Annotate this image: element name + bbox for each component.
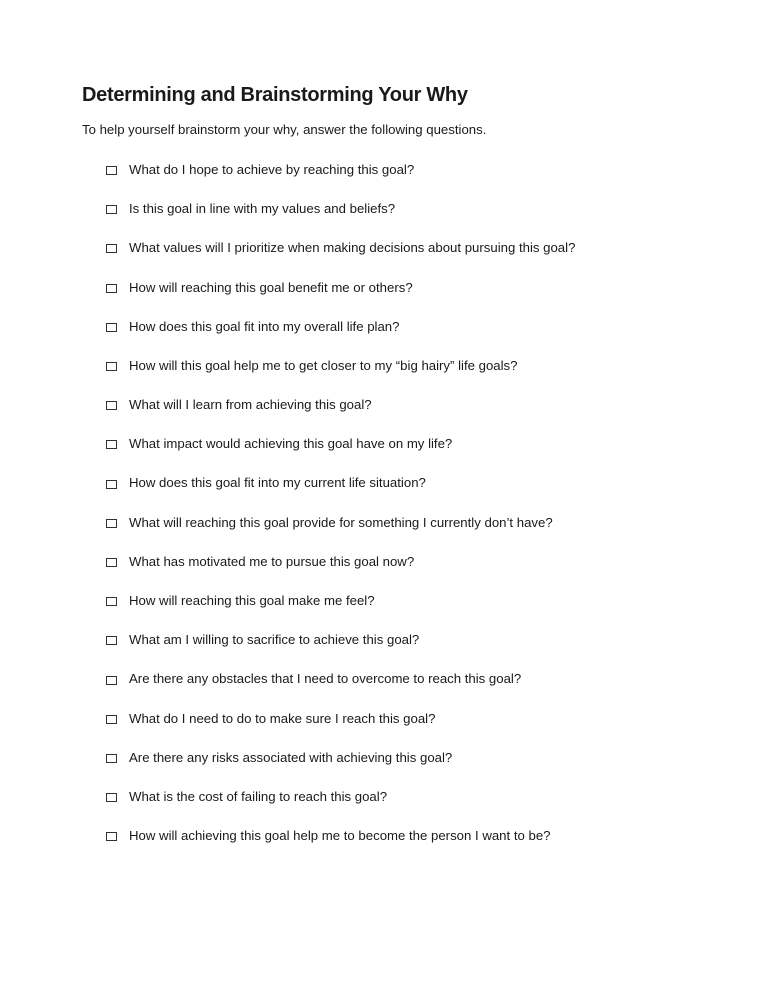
checklist-item xyxy=(106,551,575,590)
checkbox-icon[interactable] xyxy=(106,832,117,841)
checkbox-icon[interactable] xyxy=(106,636,117,645)
checklist-item xyxy=(106,590,575,629)
checklist-item xyxy=(106,198,575,237)
checkbox-icon[interactable] xyxy=(106,715,117,724)
checkbox-icon[interactable] xyxy=(106,284,117,293)
checklist-item xyxy=(106,433,575,472)
checkbox-icon[interactable] xyxy=(106,480,117,489)
question-text: Are there any obstacles that I need to overcome to reach this goal? xyxy=(129,671,522,687)
checklist-item xyxy=(106,473,575,512)
question-text: How does this goal fit into my current life situation? xyxy=(129,475,426,491)
intro-text: To help yourself brainstorm your why, answer the following questions. xyxy=(82,122,487,137)
checklist-item xyxy=(106,825,575,864)
checkbox-icon[interactable] xyxy=(106,244,117,253)
question-text: What is the cost of failing to reach this goal? xyxy=(129,788,388,804)
checklist-item xyxy=(106,277,575,316)
checklist-item xyxy=(106,512,575,551)
page-title: Determining and Brainstorming Your Why xyxy=(82,84,468,106)
question-text: How does this goal fit into my overall life plan? xyxy=(129,318,400,334)
checklist-item xyxy=(106,394,575,433)
checklist-item xyxy=(106,668,575,707)
question-text: How will reaching this goal make me feel? xyxy=(129,593,375,609)
checkbox-icon[interactable] xyxy=(106,205,117,214)
question-text: What am I willing to sacrifice to achieve this goal? xyxy=(129,632,420,648)
checkbox-icon[interactable] xyxy=(106,558,117,567)
question-text: What do I hope to achieve by reaching this goal? xyxy=(129,161,415,177)
checkbox-icon[interactable] xyxy=(106,676,117,685)
checklist-item xyxy=(106,786,575,825)
question-text: How will this goal help me to get closer to my “big hairy” life goals? xyxy=(129,357,518,373)
question-text: What will reaching this goal provide for something I currently don’t have? xyxy=(129,514,553,530)
checkbox-icon[interactable] xyxy=(106,440,117,449)
checklist-item xyxy=(106,159,575,198)
question-text: What values will I prioritize when making decisions about pursuing this goal? xyxy=(129,240,576,256)
checklist-item xyxy=(106,316,575,355)
checkbox-icon[interactable] xyxy=(106,323,117,332)
checkbox-icon[interactable] xyxy=(106,597,117,606)
checkbox-icon[interactable] xyxy=(106,519,117,528)
checkbox-icon[interactable] xyxy=(106,166,117,175)
checklist-item xyxy=(106,747,575,786)
checklist-item xyxy=(106,237,575,276)
question-text: What impact would achieving this goal have on my life? xyxy=(129,436,453,452)
checkbox-icon[interactable] xyxy=(106,793,117,802)
question-checklist xyxy=(106,159,575,864)
checklist-item xyxy=(106,355,575,394)
question-text: What do I need to do to make sure I reach this goal? xyxy=(129,710,436,726)
question-text: Is this goal in line with my values and beliefs? xyxy=(129,201,396,217)
question-text: What will I learn from achieving this goal? xyxy=(129,397,372,413)
question-text: How will achieving this goal help me to become the person I want to be? xyxy=(129,828,551,844)
question-text: How will reaching this goal benefit me or others? xyxy=(129,279,413,295)
question-text: Are there any risks associated with achieving this goal? xyxy=(129,749,453,765)
question-text: What has motivated me to pursue this goal now? xyxy=(129,553,415,569)
checklist-item xyxy=(106,708,575,747)
checklist-item xyxy=(106,629,575,668)
checkbox-icon[interactable] xyxy=(106,362,117,371)
checkbox-icon[interactable] xyxy=(106,754,117,763)
checkbox-icon[interactable] xyxy=(106,401,117,410)
